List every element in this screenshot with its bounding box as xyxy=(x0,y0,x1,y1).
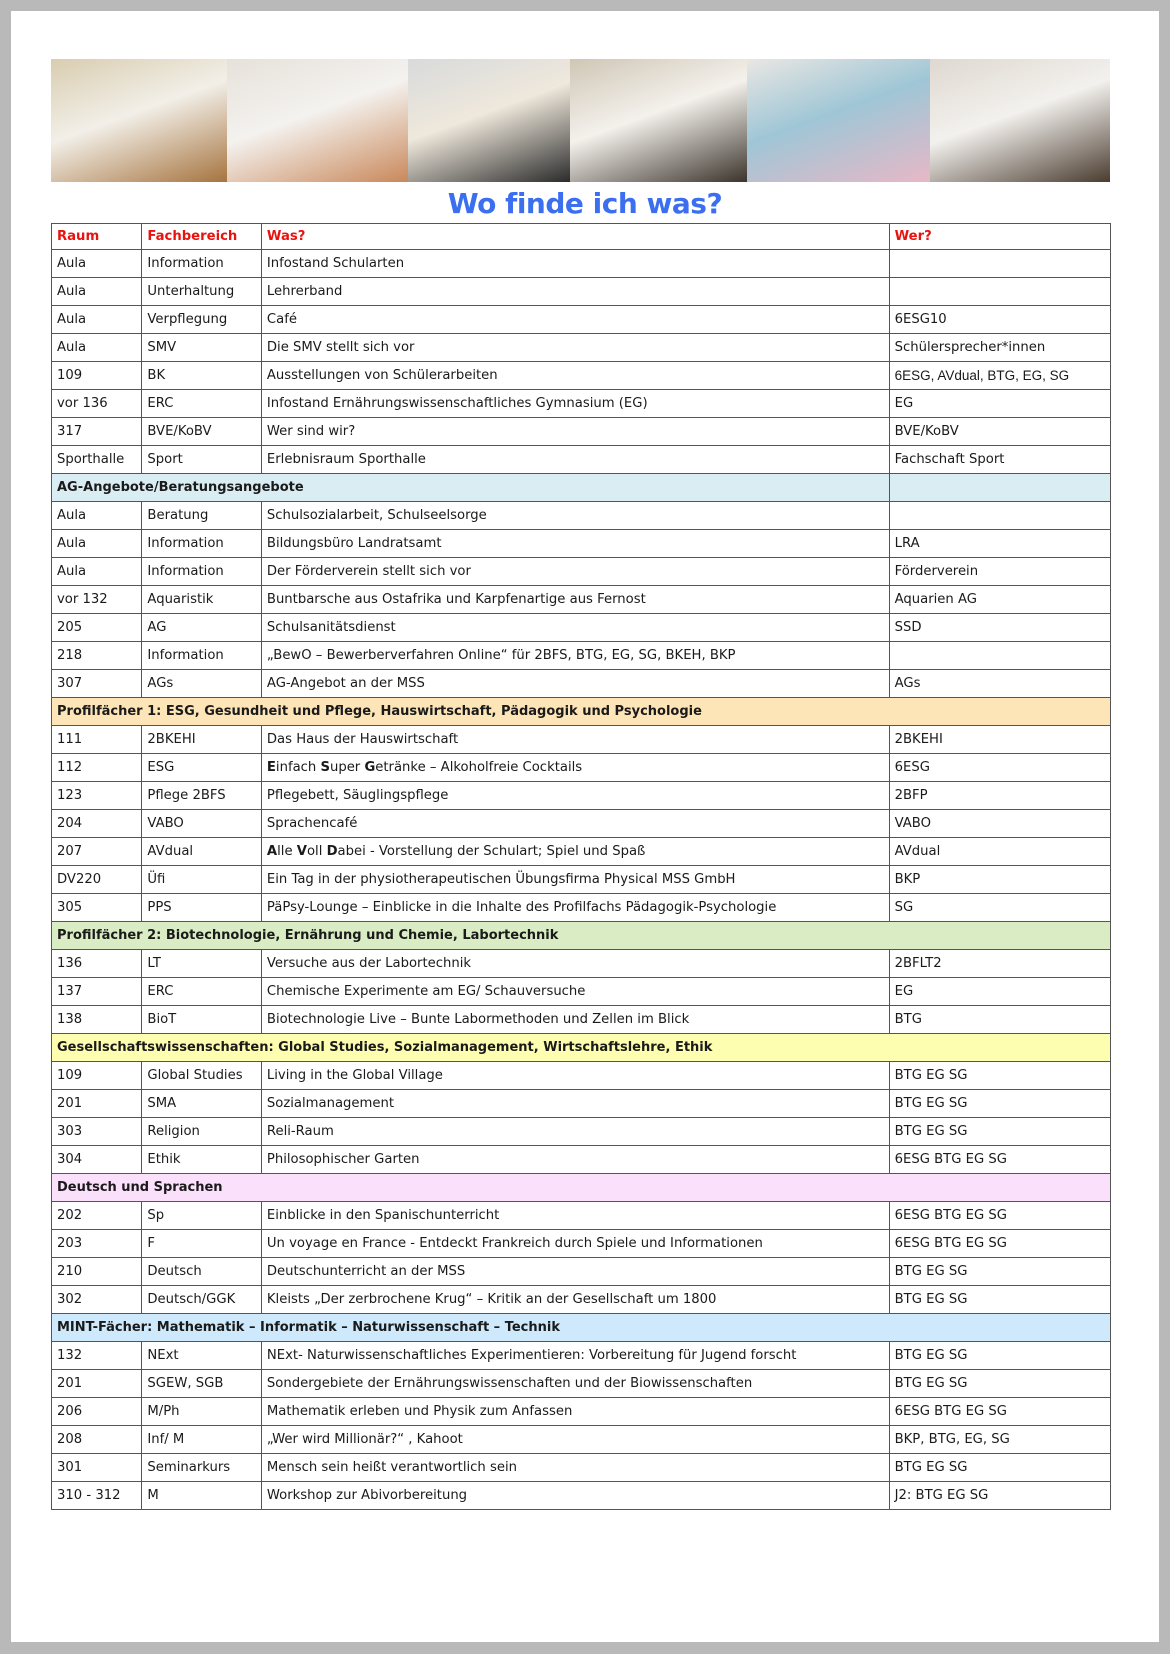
cell-wer xyxy=(889,642,1110,670)
cell-fachbereich: SMA xyxy=(142,1090,262,1118)
section-title: Profilfächer 1: ESG, Gesundheit und Pflege, Hauswirtschaft, Pädagogik und Psychologie xyxy=(52,698,1111,726)
cell-wer: BTG EG SG xyxy=(889,1286,1110,1314)
table-row xyxy=(52,1426,1111,1454)
cell-wer: BTG EG SG xyxy=(889,1062,1110,1090)
table-row xyxy=(52,1286,1111,1314)
cell-raum: 208 xyxy=(52,1426,142,1454)
cell-raum: vor 132 xyxy=(52,586,142,614)
group-photo xyxy=(747,59,930,182)
cell-raum: 303 xyxy=(52,1118,142,1146)
section-title: MINT-Fächer: Mathematik – Informatik – Naturwissenschaft – Technik xyxy=(52,1314,1111,1342)
table-row xyxy=(52,418,1111,446)
cell-was: Workshop zur Abivorbereitung xyxy=(261,1482,889,1510)
cell-wer: BTG EG SG xyxy=(889,1342,1110,1370)
cell-raum: 301 xyxy=(52,1454,142,1482)
table-row xyxy=(52,334,1111,362)
section-title: Profilfächer 2: Biotechnologie, Ernährung und Chemie, Labortechnik xyxy=(52,922,1111,950)
cell-was: Reli-Raum xyxy=(261,1118,889,1146)
cell-wer: BTG EG SG xyxy=(889,1370,1110,1398)
cell-fachbereich: AVdual xyxy=(142,838,262,866)
cell-raum: 132 xyxy=(52,1342,142,1370)
cell-raum: 112 xyxy=(52,754,142,782)
cell-was: Alle Voll Dabei - Vorstellung der Schulart; Spiel und Spaß xyxy=(261,838,889,866)
cell-wer: BKP, BTG, EG, SG xyxy=(889,1426,1110,1454)
section-wer-cell xyxy=(889,474,1110,502)
cell-fachbereich: M/Ph xyxy=(142,1398,262,1426)
cell-raum: 137 xyxy=(52,978,142,1006)
table-row xyxy=(52,1006,1111,1034)
cell-was: „Wer wird Millionär?“ , Kahoot xyxy=(261,1426,889,1454)
table-row xyxy=(52,614,1111,642)
cell-was: Einblicke in den Spanischunterricht xyxy=(261,1202,889,1230)
schedule-table xyxy=(51,223,1111,1510)
table-row xyxy=(52,754,1111,782)
cell-fachbereich: Information xyxy=(142,642,262,670)
cell-was: Biotechnologie Live – Bunte Labormethoden und Zellen im Blick xyxy=(261,1006,889,1034)
table-row xyxy=(52,1342,1111,1370)
section-header-row xyxy=(52,698,1111,726)
photo-strip xyxy=(51,59,1110,182)
table-row xyxy=(52,1118,1111,1146)
lab-students-photo xyxy=(51,59,227,182)
document-page xyxy=(11,11,1159,1642)
cell-wer: BTG EG SG xyxy=(889,1454,1110,1482)
cell-fachbereich: Ethik xyxy=(142,1146,262,1174)
cell-fachbereich: LT xyxy=(142,950,262,978)
cell-fachbereich: Sport xyxy=(142,446,262,474)
table-row xyxy=(52,278,1111,306)
cell-wer: 6ESG BTG EG SG xyxy=(889,1398,1110,1426)
cell-wer: BVE/KoBV xyxy=(889,418,1110,446)
table-row xyxy=(52,390,1111,418)
cell-fachbereich: Aquaristik xyxy=(142,586,262,614)
cell-was: Mathematik erleben und Physik zum Anfassen xyxy=(261,1398,889,1426)
cell-fachbereich: Religion xyxy=(142,1118,262,1146)
cell-fachbereich: M xyxy=(142,1482,262,1510)
cell-was: Ausstellungen von Schülerarbeiten xyxy=(261,362,889,390)
table-row xyxy=(52,1258,1111,1286)
cell-raum: 123 xyxy=(52,782,142,810)
cell-fachbereich: Information xyxy=(142,530,262,558)
table-row xyxy=(52,530,1111,558)
cell-was: Mensch sein heißt verantwortlich sein xyxy=(261,1454,889,1482)
cell-wer: Fachschaft Sport xyxy=(889,446,1110,474)
cell-was: Kleists „Der zerbrochene Krug“ – Kritik an der Gesellschaft um 1800 xyxy=(261,1286,889,1314)
cell-raum: 310 - 312 xyxy=(52,1482,142,1510)
table-row xyxy=(52,950,1111,978)
cell-wer: 6ESG xyxy=(889,754,1110,782)
cell-was: Versuche aus der Labortechnik xyxy=(261,950,889,978)
cell-raum: 305 xyxy=(52,894,142,922)
cell-was: Das Haus der Hauswirtschaft xyxy=(261,726,889,754)
cell-was: Die SMV stellt sich vor xyxy=(261,334,889,362)
cell-fachbereich: Üfi xyxy=(142,866,262,894)
cell-fachbereich: AGs xyxy=(142,670,262,698)
cell-wer: 2BKEHI xyxy=(889,726,1110,754)
cell-wer: EG xyxy=(889,390,1110,418)
table-row xyxy=(52,1370,1111,1398)
cell-wer xyxy=(889,250,1110,278)
table-row xyxy=(52,726,1111,754)
lab-boys-photo xyxy=(930,59,1110,182)
header-raum: Raum xyxy=(52,224,142,250)
cell-fachbereich: Information xyxy=(142,250,262,278)
cell-raum: Aula xyxy=(52,334,142,362)
cell-fachbereich: BioT xyxy=(142,1006,262,1034)
table-row xyxy=(52,978,1111,1006)
cell-raum: 204 xyxy=(52,810,142,838)
cell-was: AG-Angebot an der MSS xyxy=(261,670,889,698)
cell-fachbereich: Seminarkurs xyxy=(142,1454,262,1482)
cell-fachbereich: VABO xyxy=(142,810,262,838)
cell-was: Schulsanitätsdienst xyxy=(261,614,889,642)
cell-was: Buntbarsche aus Ostafrika und Karpfenartige aus Fernost xyxy=(261,586,889,614)
cell-fachbereich: ERC xyxy=(142,978,262,1006)
cell-fachbereich: F xyxy=(142,1230,262,1258)
section-title: Deutsch und Sprachen xyxy=(52,1174,1111,1202)
cell-fachbereich: PPS xyxy=(142,894,262,922)
cell-was: NExt- Naturwissenschaftliches Experimentieren: Vorbereitung für Jugend forscht xyxy=(261,1342,889,1370)
section-header-row xyxy=(52,1314,1111,1342)
cell-was: Chemische Experimente am EG/ Schauversuche xyxy=(261,978,889,1006)
cell-raum: Aula xyxy=(52,250,142,278)
cell-wer: BTG EG SG xyxy=(889,1258,1110,1286)
cell-raum: 205 xyxy=(52,614,142,642)
cell-wer: AVdual xyxy=(889,838,1110,866)
table-row xyxy=(52,894,1111,922)
chemistry-photo xyxy=(570,59,747,182)
section-header-row xyxy=(52,1174,1111,1202)
cell-wer: 6ESG BTG EG SG xyxy=(889,1202,1110,1230)
header-wer: Wer? xyxy=(889,224,1110,250)
cell-fachbereich: Pflege 2BFS xyxy=(142,782,262,810)
table-row xyxy=(52,306,1111,334)
table-row xyxy=(52,1090,1111,1118)
cell-raum: 210 xyxy=(52,1258,142,1286)
cell-fachbereich: Verpflegung xyxy=(142,306,262,334)
section-header-row xyxy=(52,922,1111,950)
cell-raum: 317 xyxy=(52,418,142,446)
table-row xyxy=(52,502,1111,530)
cell-wer: 6ESG BTG EG SG xyxy=(889,1146,1110,1174)
cell-was: Sprachencafé xyxy=(261,810,889,838)
cell-raum: Aula xyxy=(52,306,142,334)
cell-wer: BKP xyxy=(889,866,1110,894)
cell-raum: 201 xyxy=(52,1090,142,1118)
cell-wer: 6ESG10 xyxy=(889,306,1110,334)
table-row xyxy=(52,642,1111,670)
cell-raum: 201 xyxy=(52,1370,142,1398)
cell-was: Sondergebiete der Ernährungswissenschaften und der Biowissenschaften xyxy=(261,1370,889,1398)
table-row xyxy=(52,1230,1111,1258)
cell-was: Deutschunterricht an der MSS xyxy=(261,1258,889,1286)
catering-photo xyxy=(408,59,570,182)
section-header-row xyxy=(52,1034,1111,1062)
cell-was: Der Förderverein stellt sich vor xyxy=(261,558,889,586)
cell-raum: 206 xyxy=(52,1398,142,1426)
table-row xyxy=(52,1482,1111,1510)
cell-wer: EG xyxy=(889,978,1110,1006)
cell-fachbereich: Information xyxy=(142,558,262,586)
cell-raum: Aula xyxy=(52,502,142,530)
cell-was: Infostand Ernährungswissenschaftliches Gymnasium (EG) xyxy=(261,390,889,418)
cell-wer: AGs xyxy=(889,670,1110,698)
cell-wer: 6ESG, AVdual, BTG, EG, SG xyxy=(889,362,1110,390)
cell-raum: Aula xyxy=(52,278,142,306)
cell-raum: Aula xyxy=(52,558,142,586)
cell-fachbereich: Deutsch/GGK xyxy=(142,1286,262,1314)
cell-wer: LRA xyxy=(889,530,1110,558)
header-fachbereich: Fachbereich xyxy=(142,224,262,250)
cell-raum: 307 xyxy=(52,670,142,698)
cell-raum: 203 xyxy=(52,1230,142,1258)
cell-raum: Sporthalle xyxy=(52,446,142,474)
cell-was: Pflegebett, Säuglingspflege xyxy=(261,782,889,810)
cell-raum: 109 xyxy=(52,362,142,390)
cell-wer: BTG EG SG xyxy=(889,1090,1110,1118)
table-header-row xyxy=(52,224,1111,250)
cell-raum: 109 xyxy=(52,1062,142,1090)
header-was: Was? xyxy=(261,224,889,250)
cell-fachbereich: ERC xyxy=(142,390,262,418)
cell-wer: Förderverein xyxy=(889,558,1110,586)
cell-fachbereich: ESG xyxy=(142,754,262,782)
section-header-row xyxy=(52,474,1111,502)
cell-raum: DV220 xyxy=(52,866,142,894)
cell-was: Living in the Global Village xyxy=(261,1062,889,1090)
cell-fachbereich: Unterhaltung xyxy=(142,278,262,306)
table-row xyxy=(52,810,1111,838)
cell-raum: 207 xyxy=(52,838,142,866)
cell-wer: VABO xyxy=(889,810,1110,838)
cell-fachbereich: Sp xyxy=(142,1202,262,1230)
cell-raum: 302 xyxy=(52,1286,142,1314)
table-row xyxy=(52,866,1111,894)
cell-was: Sozialmanagement xyxy=(261,1090,889,1118)
cell-was: Wer sind wir? xyxy=(261,418,889,446)
table-row xyxy=(52,362,1111,390)
cell-was: Café xyxy=(261,306,889,334)
cell-was: PäPsy-Lounge – Einblicke in die Inhalte des Profilfachs Pädagogik-Psychologie xyxy=(261,894,889,922)
cell-fachbereich: Beratung xyxy=(142,502,262,530)
cell-fachbereich: AG xyxy=(142,614,262,642)
section-title: Gesellschaftswissenschaften: Global Studies, Sozialmanagement, Wirtschaftslehre, Ethik xyxy=(52,1034,1111,1062)
cell-was: „BewO – Bewerberverfahren Online“ für 2BFS, BTG, EG, SG, BKEH, BKP xyxy=(261,642,889,670)
table-row xyxy=(52,558,1111,586)
table-row xyxy=(52,1454,1111,1482)
cell-fachbereich: SMV xyxy=(142,334,262,362)
cell-wer: 2BFLT2 xyxy=(889,950,1110,978)
cell-fachbereich: Global Studies xyxy=(142,1062,262,1090)
table-row xyxy=(52,586,1111,614)
cell-wer: 6ESG BTG EG SG xyxy=(889,1230,1110,1258)
cell-raum: 111 xyxy=(52,726,142,754)
table-row xyxy=(52,838,1111,866)
cell-fachbereich: Deutsch xyxy=(142,1258,262,1286)
cell-fachbereich: BK xyxy=(142,362,262,390)
section-title: AG-Angebote/Beratungsangebote xyxy=(52,474,890,502)
cell-raum: vor 136 xyxy=(52,390,142,418)
cell-fachbereich: Inf/ M xyxy=(142,1426,262,1454)
cell-wer: Aquarien AG xyxy=(889,586,1110,614)
table-row xyxy=(52,782,1111,810)
cell-wer: Schülersprecher*innen xyxy=(889,334,1110,362)
cell-raum: 202 xyxy=(52,1202,142,1230)
table-row xyxy=(52,670,1111,698)
cell-raum: 136 xyxy=(52,950,142,978)
table-row xyxy=(52,1146,1111,1174)
cell-was: Lehrerband xyxy=(261,278,889,306)
cell-was: Einfach Super Getränke – Alkoholfreie Cocktails xyxy=(261,754,889,782)
table-row xyxy=(52,250,1111,278)
cell-wer xyxy=(889,278,1110,306)
cell-raum: 218 xyxy=(52,642,142,670)
cell-fachbereich: BVE/KoBV xyxy=(142,418,262,446)
cell-was: Schulsozialarbeit, Schulseelsorge xyxy=(261,502,889,530)
cell-raum: Aula xyxy=(52,530,142,558)
care-training-photo xyxy=(227,59,408,182)
cell-was: Un voyage en France - Entdeckt Frankreich durch Spiele und Informationen xyxy=(261,1230,889,1258)
cell-fachbereich: SGEW, SGB xyxy=(142,1370,262,1398)
table-row xyxy=(52,446,1111,474)
cell-raum: 138 xyxy=(52,1006,142,1034)
cell-was: Ein Tag in der physiotherapeutischen Übungsfirma Physical MSS GmbH xyxy=(261,866,889,894)
cell-wer xyxy=(889,502,1110,530)
cell-was: Erlebnisraum Sporthalle xyxy=(261,446,889,474)
cell-fachbereich: 2BKEHI xyxy=(142,726,262,754)
cell-wer: 2BFP xyxy=(889,782,1110,810)
page-title: Wo finde ich was? xyxy=(447,187,723,220)
cell-wer: BTG EG SG xyxy=(889,1118,1110,1146)
table-row xyxy=(52,1062,1111,1090)
cell-wer: BTG xyxy=(889,1006,1110,1034)
cell-was: Infostand Schularten xyxy=(261,250,889,278)
table-row xyxy=(52,1398,1111,1426)
cell-wer: SSD xyxy=(889,614,1110,642)
table-row xyxy=(52,1202,1111,1230)
cell-was: Philosophischer Garten xyxy=(261,1146,889,1174)
cell-wer: SG xyxy=(889,894,1110,922)
cell-raum: 304 xyxy=(52,1146,142,1174)
cell-wer: J2: BTG EG SG xyxy=(889,1482,1110,1510)
cell-fachbereich: NExt xyxy=(142,1342,262,1370)
cell-was: Bildungsbüro Landratsamt xyxy=(261,530,889,558)
